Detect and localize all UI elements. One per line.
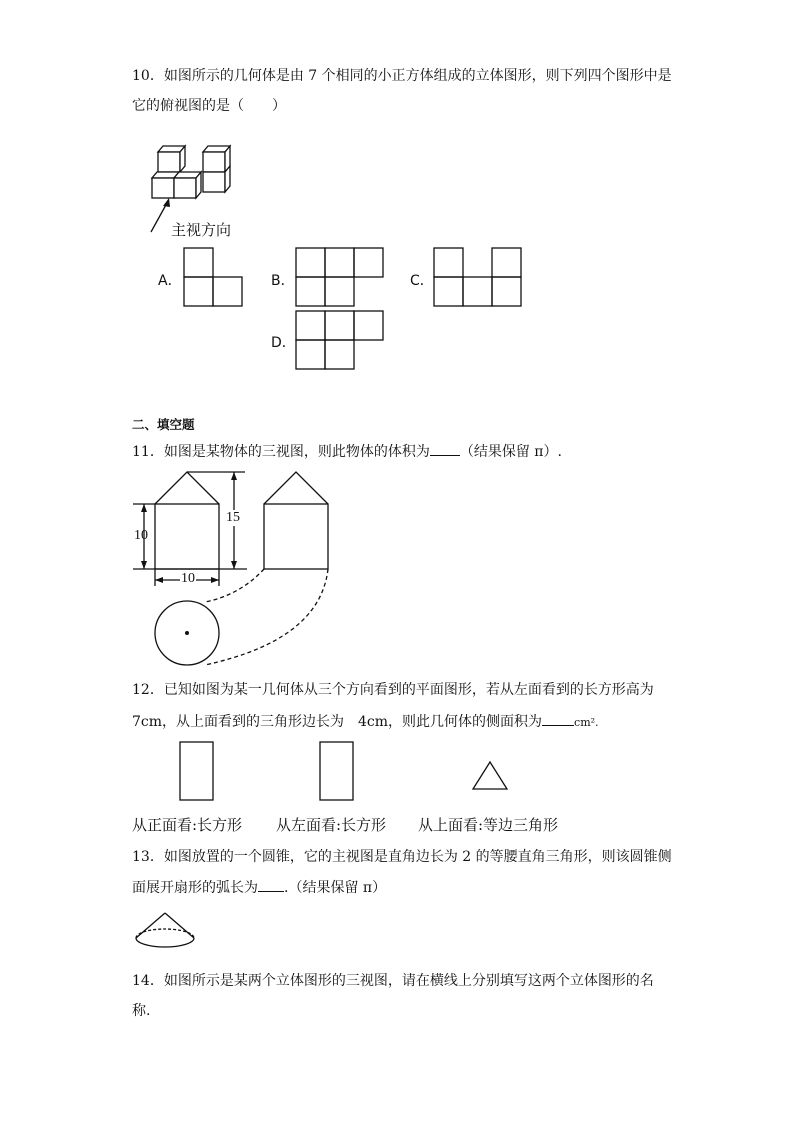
top-view-triangle: [473, 762, 507, 789]
q12-answer-blank[interactable]: [542, 711, 574, 726]
q13-line-2: [132, 877, 386, 898]
q11-dim-left-height: 10: [134, 528, 148, 543]
option-a-label: A．: [158, 273, 182, 289]
view-direction-label: 主视方向: [171, 221, 232, 239]
option-b-figure: [296, 248, 383, 306]
q10-line-1: 10．如图所示的几何体是由 7 个相同的小正方体组成的立体图形，则下列四个图形中是: [132, 68, 672, 84]
option-b-label: B．: [271, 273, 295, 289]
q12-line-2-after: cm².: [574, 716, 599, 729]
q11-dim-width: 10: [181, 571, 195, 586]
q12-line-2-before: 7cm，从上面看到的三角形边长为 4cm，则此几何体的侧面积为: [132, 714, 543, 730]
view-direction-arrow: [151, 203, 167, 232]
q12-line-1: 12．已知如图为某一几何体从三个方向看到的平面图形，若从左面看到的长方形高为: [132, 682, 654, 698]
q11-text: [132, 441, 562, 462]
q13-answer-blank[interactable]: [258, 877, 284, 892]
front-view-rect: [180, 742, 213, 800]
q11-text-before: 11．如图是某物体的三视图，则此物体的体积为: [132, 444, 430, 460]
left-view-rect: [320, 742, 353, 800]
q14-line-2: 称.: [132, 1003, 151, 1019]
q13-line-2-after: .（结果保留 π）: [284, 880, 387, 896]
q11-dim-right-height: 15: [226, 510, 240, 525]
q12-caption-top: 从上面看:等边三角形: [418, 816, 559, 834]
option-c-figure: [434, 248, 521, 306]
q13-line-1: 13．如图放置的一个圆锥，它的主视图是直角边长为 2 的等腰直角三角形，则该圆锥侧: [132, 849, 672, 865]
q14-line-1: 14．如图所示是某两个立体图形的三视图，请在横线上分别填写这两个立体图形的名: [132, 973, 654, 989]
q13-line-2-before: 面展开扇形的弧长为: [132, 880, 258, 896]
q12-line-2: [132, 711, 599, 733]
q12-caption-left: 从左面看:长方形: [276, 816, 387, 834]
option-c-label: C．: [410, 273, 434, 289]
cube-stack: [152, 146, 230, 198]
q11-answer-blank[interactable]: [430, 441, 460, 456]
section-title: 二、填空题: [132, 417, 195, 432]
option-d-figure: [296, 311, 383, 369]
q11-text-after: （结果保留 π）.: [459, 444, 562, 460]
q12-caption-front: 从正面看:长方形: [132, 816, 243, 834]
q10-line-2: 它的俯视图的是（ ）: [132, 98, 286, 114]
option-d-label: D．: [271, 335, 296, 351]
option-a-figure: [184, 248, 242, 306]
